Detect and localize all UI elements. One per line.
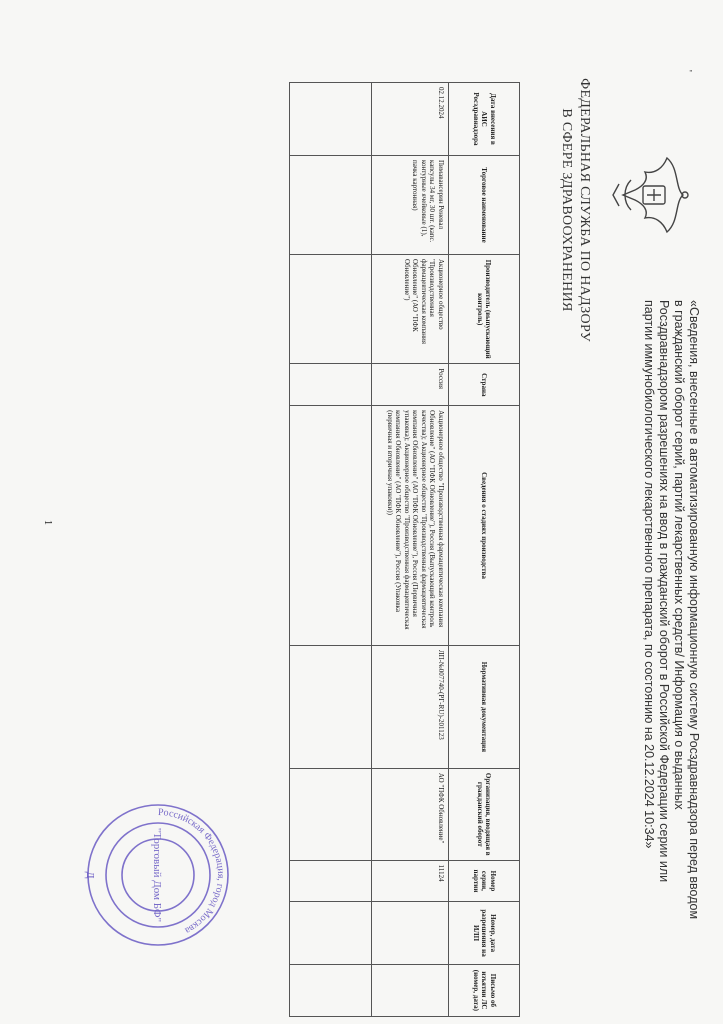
document-title: «Сведения, внесенные в автоматизированную информационную систему Росздравнадзора перед вводом в гражданский оборот серий, партий лекарственных средств/ Информация о выданных Росздравнадзором разрешениях на ввод в гражданский оборот в Российской Федерации серии или партии иммунобиологического лекарственного препарата, по состоянию на 20.12.2024 10:34» — [642, 300, 701, 920]
agency-name — [557, 50, 593, 370]
agency-line-2: В СФЕРЕ ЗДРАВООХРАНЕНИЯ — [559, 108, 574, 312]
stamp-label: Д — [84, 871, 95, 879]
column-header: Производитель (выпускающий контроль) — [449, 254, 520, 363]
column-header: Торговое наименование — [449, 155, 520, 254]
page-number: 1 — [42, 520, 53, 525]
cell-trade-name: Пимавансерин Реневал капсулы 34 мг, 30 шт. (капс. контурные ячейковые (1), пачка картонная) — [372, 155, 449, 254]
column-header: Страна — [449, 364, 520, 406]
table-row — [372, 83, 449, 1017]
table-header-row — [449, 83, 520, 1017]
cell-stages: Акционерное общество "Производственная фармацевтическая компания Обновление" (АО "ПФК Обновление"), Россия (Выпускающий контроль качества); Акционерное общество "Производственная фармацевтическая компания Обновление" (АО "ПФК Обновление"), Россия (Первичная упаковка); Акционерное общество "Производственная фармацевтическая компания Обновление" (АО "ПФК Обновление"), Россия (Упаковка (первичная и вторичная упаковки)) — [372, 406, 449, 646]
column-header: Письмо об изъятии ЛС (номер, дата) — [449, 964, 520, 1016]
cell-country: Россия — [372, 364, 449, 406]
column-header: Организация, вводящая в гражданский оборот — [449, 768, 520, 860]
cell-series: 11124 — [372, 860, 449, 902]
column-header: Номер, дата разрешения на ИЛП — [449, 902, 520, 965]
stamp-center-text: "Торговый Дом БФ" — [151, 827, 163, 923]
column-header: Сведения о стадиях производства — [449, 406, 520, 646]
column-header: Дата внесения в АИС Росздравнадзора — [449, 83, 520, 156]
mark: ' — [682, 70, 693, 72]
table-row-empty — [290, 83, 372, 1017]
cell-withdrawal — [372, 964, 449, 1016]
cell-date: 02.12.2024 — [372, 83, 449, 156]
cell-manufacturer: Акционерное общество "Производственная фармацевтическая компания Обновление" (АО "ПФК Обновление") — [372, 254, 449, 363]
cell-organization: АО "ПФК Обновление" — [372, 768, 449, 860]
svg-text:Российская Федерация, город Мо — [158, 807, 226, 936]
cell-permit — [372, 902, 449, 965]
cell-normdoc: ЛП-№007740-(РГ-RU)-201123 — [372, 645, 449, 768]
company-stamp — [83, 800, 233, 950]
emblem-icon — [609, 150, 693, 240]
agency-line-1: ФЕДЕРАЛЬНАЯ СЛУЖБА ПО НАДЗОРУ — [577, 78, 592, 342]
registry-table — [289, 82, 520, 1017]
column-header: Нормативная документация — [449, 645, 520, 768]
column-header: Номер серии, партии — [449, 860, 520, 902]
stamp-outer-text: Российская Федерация, город Москва — [157, 806, 227, 936]
